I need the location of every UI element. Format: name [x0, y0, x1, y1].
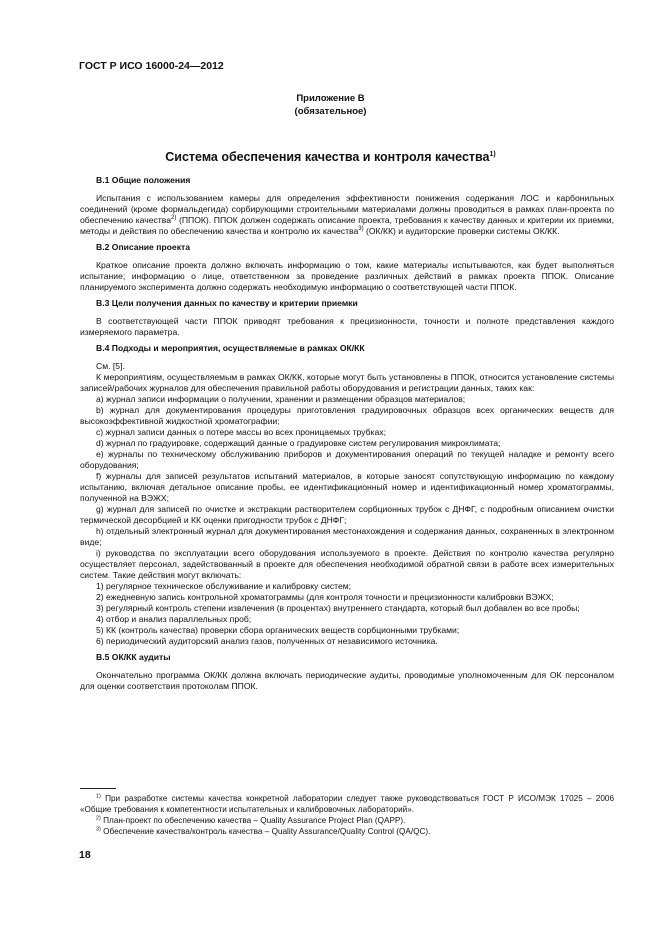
document-title — [0, 150, 661, 164]
text-fragment: (ППОК). ППОК должен содержать описание проекта, требования к качеству данных и критерии их приемки, методы и действия по обеспечению качества и контролю их качества — [80, 215, 614, 236]
list-item: d) журнал по градуировке, содержащий данные о градуировке систем регулирования микроклимата; — [96, 438, 501, 448]
sub-list-item: 1) регулярное техническое обслуживание и калибровку систем; — [96, 581, 352, 591]
list-item: g) журнал для записей по очистке и экстракции растворителем сорбционных трубок с ДНФГ, с подробным описанием очистки термической десорбцией и КК оценки пригодности трубок с ДНФГ; — [80, 504, 614, 525]
footnote-text: Обеспечение качества/контроль качества – Quality Assurance/Quality Control (QA/QC). — [100, 827, 431, 836]
document-body — [80, 172, 614, 692]
list-item: h) отдельный электронный журнал для документирования местонахождения и содержания данных, сохраненных в электронном виде; — [80, 526, 614, 547]
section-text-b3: В соответствующей части ППОК приводят требования к прецизионности, точности и полноте представления каждого измеряемого параметра. — [80, 316, 614, 337]
section-heading-b3: В.3 Цели получения данных по качеству и критерии приемки — [96, 298, 358, 308]
footnote-text: План-проект по обеспечению качества – Quality Assurance Project Plan (QAPP). — [100, 816, 406, 825]
footnote — [80, 815, 614, 826]
footnote-mark: 3) — [96, 826, 101, 833]
footnote — [80, 793, 614, 815]
list-item: f) журналы для записей результатов испытаний материалов, в которые заносят сопутствующую информацию по каждому испытанию, включая детальное описание пробы, ее идентификационный номер и идентификационный номер хроматограммы, полученной на ВЭЖХ; — [80, 471, 614, 503]
section-text-b5: Окончательно программа ОК/КК должна включать периодические аудиты, проводимые уполномоченным для ОК персоналом для оценки соответствия протоколам ППОК. — [80, 670, 614, 691]
footnote — [80, 826, 614, 837]
list-item: с) журнал записи данных о потере массы во всех проницаемых трубках; — [96, 427, 386, 437]
appendix-title: Приложение В — [296, 93, 365, 104]
section-reference: См. [5]. — [96, 361, 125, 371]
footnotes — [80, 793, 614, 837]
list-item: е) журналы по техническому обслуживанию приборов и документирования операций по текущей наладке и ремонту всего оборудования; — [80, 449, 614, 470]
section-heading-b5: В.5 ОК/КК аудиты — [96, 652, 171, 662]
document-header: ГОСТ Р ИСО 16000-24—2012 — [79, 60, 224, 72]
footnote-mark: 2) — [96, 815, 101, 822]
footnote-mark: 1) — [96, 793, 101, 800]
footnote-text: При разработке системы качества конкретной лаборатории следует также руководствоваться ГОСТ Р ИСО/МЭК 17025 – 2006 «Общие требования к компетентности испытательных и калибровочных лабораторий». — [80, 794, 614, 814]
footnote-ref: 2) — [171, 215, 177, 222]
list-item: i) руководства по эксплуатации всего оборудования используемого в проекте. Действия по контролю качества регулярно осуществляет персонал, задействованный в проекте для обеспечения необходимой обратной связи в работе всех измерительных систем. Такие действия могут включать: — [80, 548, 614, 580]
sub-list-item: 6) периодический аудиторский анализ газов, полученных от независимого источника. — [96, 636, 438, 646]
footnote-ref: 1) — [489, 150, 496, 158]
list-item: а) журнал записи информации о получении, хранении и размещении образцов материалов; — [96, 394, 466, 404]
section-heading-b4: В.4 Подходы и мероприятия, осуществляемые в рамках ОК/КК — [96, 343, 365, 353]
sub-list-item: 3) регулярный контроль степени извлечения (в процентах) внутреннего стандарта, который был добавлен во все пробы; — [96, 603, 580, 613]
document-title-text: Система обеспечения качества и контроля качества — [165, 150, 490, 164]
sub-list-item: 5) КК (контроль качества) проверки сбора органических веществ сорбционными трубками; — [96, 625, 460, 635]
footnote-separator — [80, 788, 116, 789]
sub-list-item: 4) отбор и анализ параллельных проб; — [96, 614, 252, 624]
appendix-status: (обязательное) — [294, 106, 367, 117]
section-intro: К мероприятиям, осуществляемым в рамках ОК/КК, которые могут быть установлены в ППОК, относится установление системы записей/рабочих журналов для обеспечения правильной работы оборудования и регистрации данных, таких как: — [80, 372, 614, 393]
sub-list-item: 2) ежедневную запись контрольной хроматограммы (для контроля точности и прецизионности калибровки ВЭЖХ; — [96, 592, 554, 602]
section-heading-b2: В.2 Описание проекта — [96, 242, 190, 252]
list-item: b) журнал для документирования процедуры приготовления градуировочных образцов всех органических веществ для высокоэффективной жидкостной хроматографии; — [80, 405, 614, 426]
text-fragment: Испытания с использованием камеры для определения эффективности понижения содержания ЛОС и карбонильных соединений (кроме формальдегида) сорбирующими строительными материалами должны проводиться в рамках план-проекта по обеспечению качества — [80, 193, 614, 225]
section-text-b1 — [80, 193, 614, 237]
page-number: 18 — [79, 849, 91, 861]
text-fragment: (ОК/КК) и аудиторские проверки системы ОК/КК. — [363, 226, 560, 236]
section-heading-b1: В.1 Общие положения — [96, 175, 191, 185]
section-text-b2: Краткое описание проекта должно включать информацию о том, какие материалы испытываются, как будет выполняться испытание; информацию о лице, ответственном за проведение различных действий в рамках проекта ППОК. Описание планируемого эксперимента должно содержать необходимую информацию о соответствующей части ППОК. — [80, 260, 614, 292]
footnote-ref: 3) — [358, 226, 364, 233]
